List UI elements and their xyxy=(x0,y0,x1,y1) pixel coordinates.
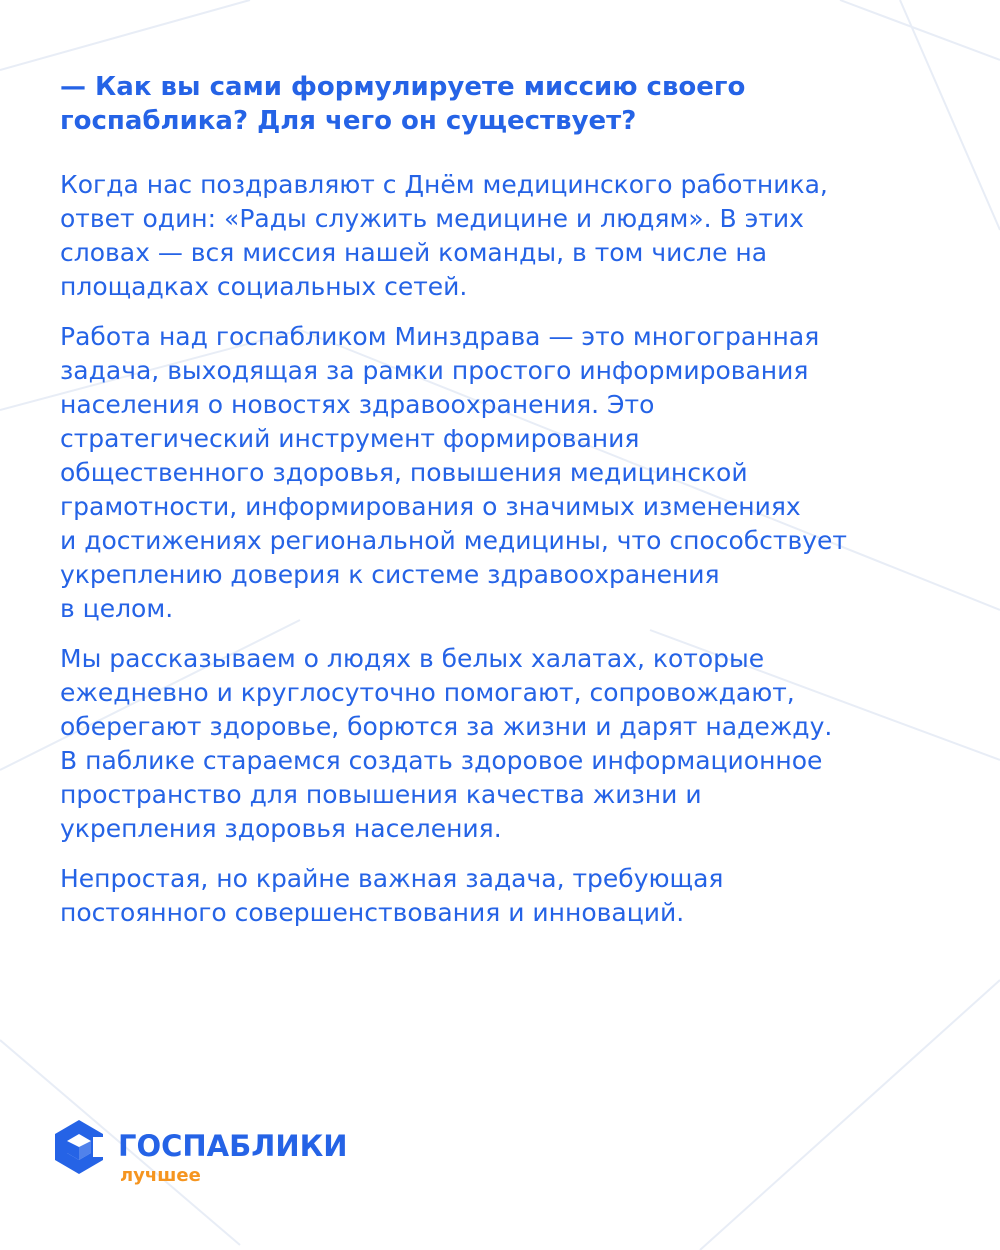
answer-paragraph-3: Мы рассказываем о людях в белых халатах, которые ежедневно и круглосуточно помогают, сопровождают, оберегают здоровье, борются за жизни и дарят надежду. В паблике стараемся создать здоровое информационное пространство для повышения качества жизни и укрепления здоровья населения. xyxy=(60,644,833,843)
interview-question: — Как вы сами формулируете миссию своего госпаблика? Для чего он существует? xyxy=(60,72,746,136)
answer-paragraph-2: Работа над госпабликом Минздрава — это многогранная задача, выходящая за рамки простого информирования населения о новостях здравоохранения. Это стратегический инструмент формирования общественного здоровья, повышения медицинской грамотности, информирования о значимых изменениях и достижениях региональной медицины, что способствует укреплению доверия к системе здравоохранения в целом. xyxy=(60,322,847,623)
article-content xyxy=(60,70,960,930)
answer-paragraph-1: Когда нас поздравляют с Днём медицинского работника, ответ один: «Рады служить медицине и людям». В этих словах — вся миссия нашей команды, в том числе на площадках социальных сетей. xyxy=(60,170,828,301)
brand-logo-block xyxy=(50,1118,370,1188)
brand-name: ГОСПАБЛИКИ xyxy=(118,1129,348,1163)
hexagon-cube-logo-icon xyxy=(50,1118,108,1176)
answer-paragraph-4: Непростая, но крайне важная задача, требующая постоянного совершенствования и инноваций. xyxy=(60,864,724,927)
brand-tagline: лучшее xyxy=(120,1165,201,1186)
